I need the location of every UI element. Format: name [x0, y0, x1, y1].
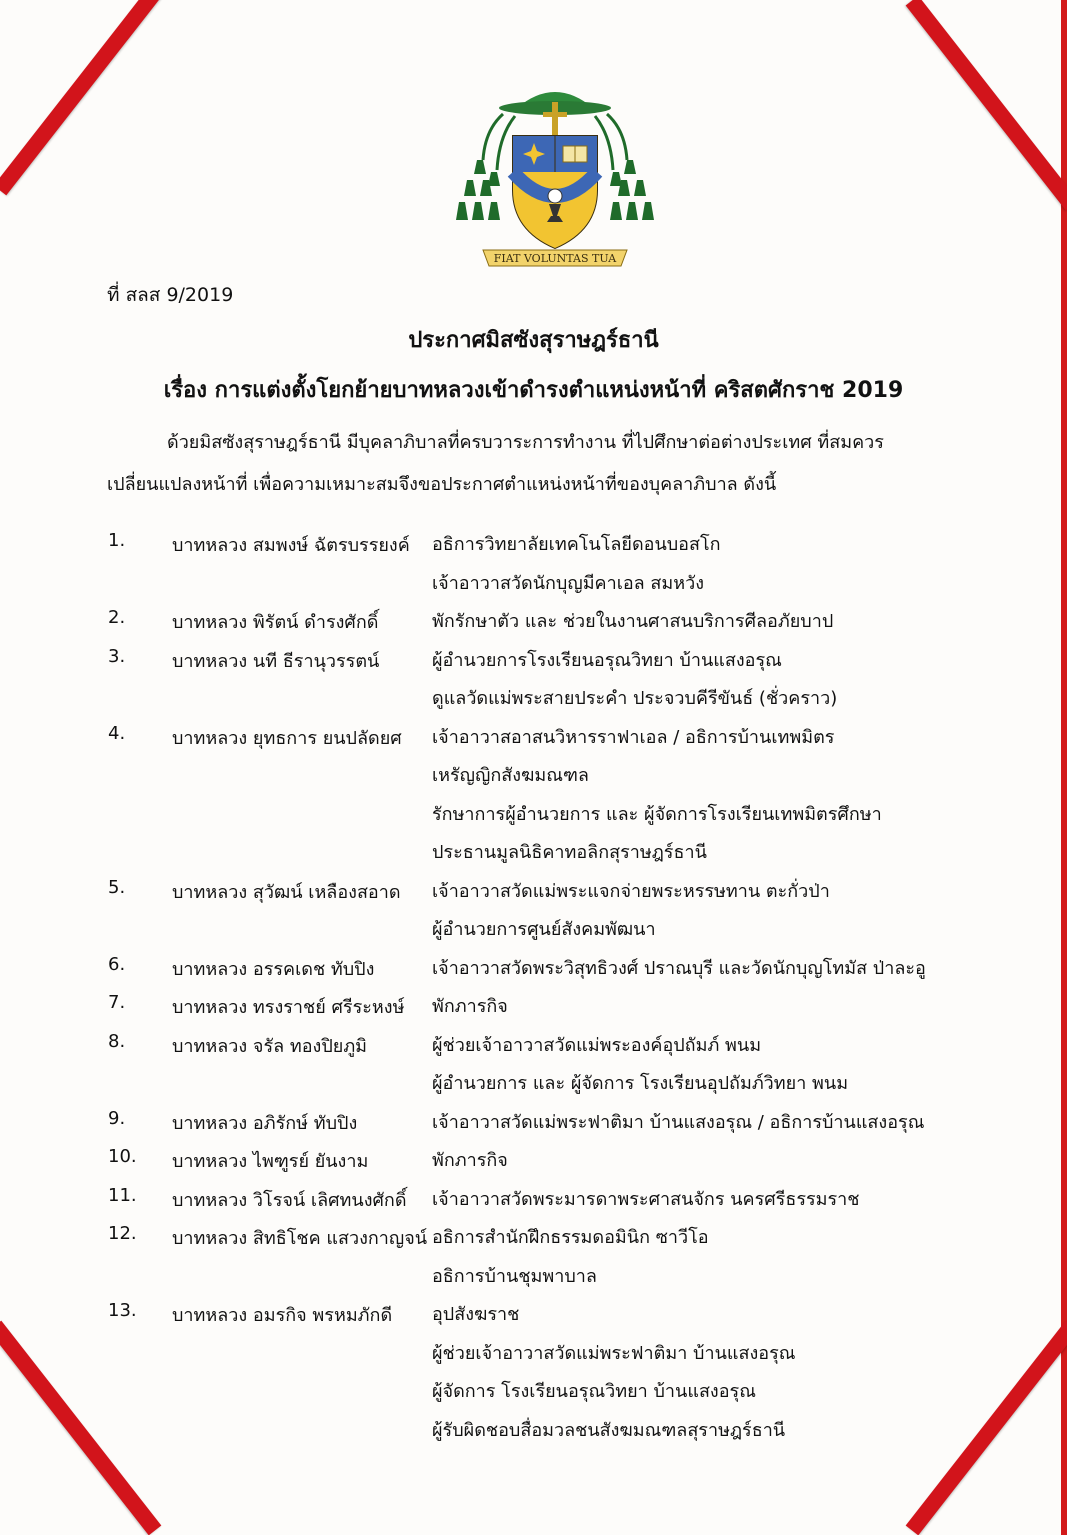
role-line: ประธานมูลนิธิคาทอลิกสุราษฎร์ธานี: [432, 842, 707, 863]
role-line: พักรักษาตัว และ ช่วยในงานศาสนบริการศีลอภัยบาป: [432, 611, 834, 632]
role-list: [432, 1185, 992, 1224]
role-line: เจ้าอาวาสวัดแม่พระฟาติมา บ้านแสงอรุณ / อธิการบ้านแสงอรุณ: [432, 1111, 925, 1133]
appointment-entry: [0, 607, 1067, 646]
role-list: [432, 1223, 992, 1300]
intro-paragraph: ด้วยมิสซังสุราษฎร์ธานี มีบุคลาภิบาลที่ครบวาระการทำงาน ที่ไปศึกษาต่อต่างประเทศ ที่สมควรเปลี่ยนแปลงหน้าที่ เพื่อความเหมาะสมจึงขอประกาศตำแหน่งหน้าที่ของบุคลาภิบาล ดังนี้: [107, 432, 884, 495]
entry-number: 9.: [108, 1107, 126, 1129]
crest-motto: FIAT VOLUNTAS TUA: [493, 252, 617, 265]
role-line: เจ้าอาวาสอาสนวิหารราฟาเอล / อธิการบ้านเทพมิตร: [432, 726, 835, 748]
entry-number: 8.: [108, 1030, 126, 1052]
priest-name: บาทหลวง ทรงราชย์ ศรีระหงษ์: [172, 997, 405, 1018]
appointment-entry: [0, 1146, 1067, 1185]
appointment-entry: [0, 646, 1067, 723]
appointment-entry: [0, 1223, 1067, 1300]
role-line: ดูแลวัดแม่พระสายประคำ ประจวบคีรีขันธ์ (ชั่วคราว): [432, 688, 838, 709]
appointment-entry: [0, 530, 1067, 607]
priest-name: บาทหลวง นที ธีรานุวรรตน์: [172, 650, 380, 672]
priest-name: บาทหลวง อรรคเดช ทับปิง: [172, 958, 375, 980]
role-line: ผู้ช่วยเจ้าอาวาสวัดแม่พระฟาติมา บ้านแสงอรุณ: [432, 1342, 796, 1364]
role-list: [432, 1146, 992, 1185]
priest-name: บาทหลวง อมรกิจ พรหมภักดี: [172, 1305, 393, 1326]
entry-number: 6.: [108, 953, 126, 975]
appointment-entry: [0, 992, 1067, 1031]
role-list: [432, 1108, 992, 1147]
role-line: เจ้าอาวาสวัดนักบุญมีคาเอล สมหวัง: [432, 572, 705, 594]
role-line: พักภารกิจ: [432, 996, 508, 1017]
entry-number: 10.: [108, 1146, 137, 1167]
role-line: อธิการสำนักฝึกธรรมดอมินิก ซาวีโอ: [432, 1227, 709, 1248]
appointment-list: [0, 530, 1067, 1454]
announcement-title: ประกาศมิสซังสุราษฎร์ธานี: [408, 328, 659, 353]
role-line: เจ้าอาวาสวัดพระวิสุทธิวงศ์ ปราณบุรี และวัดนักบุญโทมัส ป่าละอู: [432, 957, 926, 979]
role-line: ผู้อำนวยการศูนย์สังคมพัฒนา: [432, 919, 656, 940]
entry-number: 7.: [108, 992, 126, 1013]
corner-ribbon-top-right: [906, 0, 1067, 210]
entry-number: 11.: [108, 1184, 137, 1206]
priest-name: บาทหลวง ไพฑูรย์ ยันงาม: [172, 1151, 369, 1172]
role-list: [432, 954, 992, 993]
appointment-entry: [0, 1300, 1067, 1454]
appointment-entry: [0, 954, 1067, 993]
appointment-entry: [0, 1031, 1067, 1108]
role-line: ผู้รับผิดชอบสื่อมวลชนสังฆมณฑลสุราษฎร์ธานี: [432, 1419, 786, 1441]
role-list: [432, 723, 992, 877]
entry-number: 5.: [108, 876, 126, 898]
appointment-entry: [0, 1108, 1067, 1147]
role-list: [432, 1300, 992, 1454]
role-line: ผู้อำนวยการ และ ผู้จัดการ โรงเรียนอุปถัมภ์วิทยา พนม: [432, 1073, 849, 1094]
role-list: [432, 607, 992, 646]
priest-name: บาทหลวง วิโรจน์ เลิศทนงศักดิ์: [172, 1189, 407, 1211]
announcement-subject: เรื่อง การแต่งตั้งโยกย้ายบาทหลวงเข้าดำรงตำแหน่งหน้าที่ คริสตศักราช 2019: [163, 378, 904, 403]
role-line: พักภารกิจ: [432, 1150, 508, 1171]
role-line: อธิการวิทยาลัยเทคโนโลยีดอนบอสโก: [432, 534, 721, 555]
priest-name: บาทหลวง อภิรักษ์ ทับปิง: [172, 1112, 358, 1134]
role-line: ผู้อำนวยการโรงเรียนอรุณวิทยา บ้านแสงอรุณ: [432, 649, 782, 671]
priest-name: บาทหลวง จรัล ทองปิยภูมิ: [172, 1035, 368, 1057]
role-line: เหรัญญิกสังฆมณฑล: [432, 765, 589, 786]
role-line: ผู้จัดการ โรงเรียนอรุณวิทยา บ้านแสงอรุณ: [432, 1381, 756, 1402]
role-line: อธิการบ้านชุมพาบาล: [432, 1265, 597, 1287]
corner-ribbon-top-left: [0, 0, 166, 195]
entry-number: 12.: [108, 1223, 137, 1244]
role-line: เจ้าอาวาสวัดแม่พระแจกจ่ายพระหรรษทาน ตะกั่วป่า: [432, 880, 830, 902]
appointment-entry: [0, 1185, 1067, 1224]
role-list: [432, 530, 992, 607]
coat-of-arms-icon: [455, 80, 655, 280]
entry-number: 13.: [108, 1300, 137, 1321]
role-line: รักษาการผู้อำนวยการ และ ผู้จัดการโรงเรียนเทพมิตรศึกษา: [432, 803, 882, 825]
role-line: เจ้าอาวาสวัดพระมารดาพระศาสนจักร นครศรีธรรมราช: [432, 1188, 860, 1210]
entry-number: 2.: [108, 607, 126, 628]
role-line: อุปสังฆราช: [432, 1304, 520, 1325]
appointment-entry: [0, 877, 1067, 954]
role-list: [432, 1031, 992, 1108]
entry-number: 1.: [108, 530, 126, 551]
priest-name: บาทหลวง สิทธิโชค แสวงกาญจน์: [172, 1228, 428, 1249]
reference-number: ที่ สลส 9/2019: [107, 284, 234, 306]
entry-number: 4.: [108, 722, 126, 744]
role-list: [432, 877, 992, 954]
role-list: [432, 992, 992, 1031]
role-list: [432, 646, 992, 723]
priest-name: บาทหลวง พิรัตน์ ดำรงศักดิ์: [172, 612, 379, 633]
priest-name: บาทหลวง สมพงษ์ ฉัตรบรรยงค์: [172, 535, 410, 556]
entry-number: 3.: [108, 645, 126, 667]
appointment-entry: [0, 723, 1067, 877]
priest-name: บาทหลวง ยุทธการ ยนปลัดยศ: [172, 727, 402, 749]
priest-name: บาทหลวง สุวัฒน์ เหลืองสอาด: [172, 881, 401, 903]
role-line: ผู้ช่วยเจ้าอาวาสวัดแม่พระองค์อุปถัมภ์ พนม: [432, 1034, 762, 1056]
